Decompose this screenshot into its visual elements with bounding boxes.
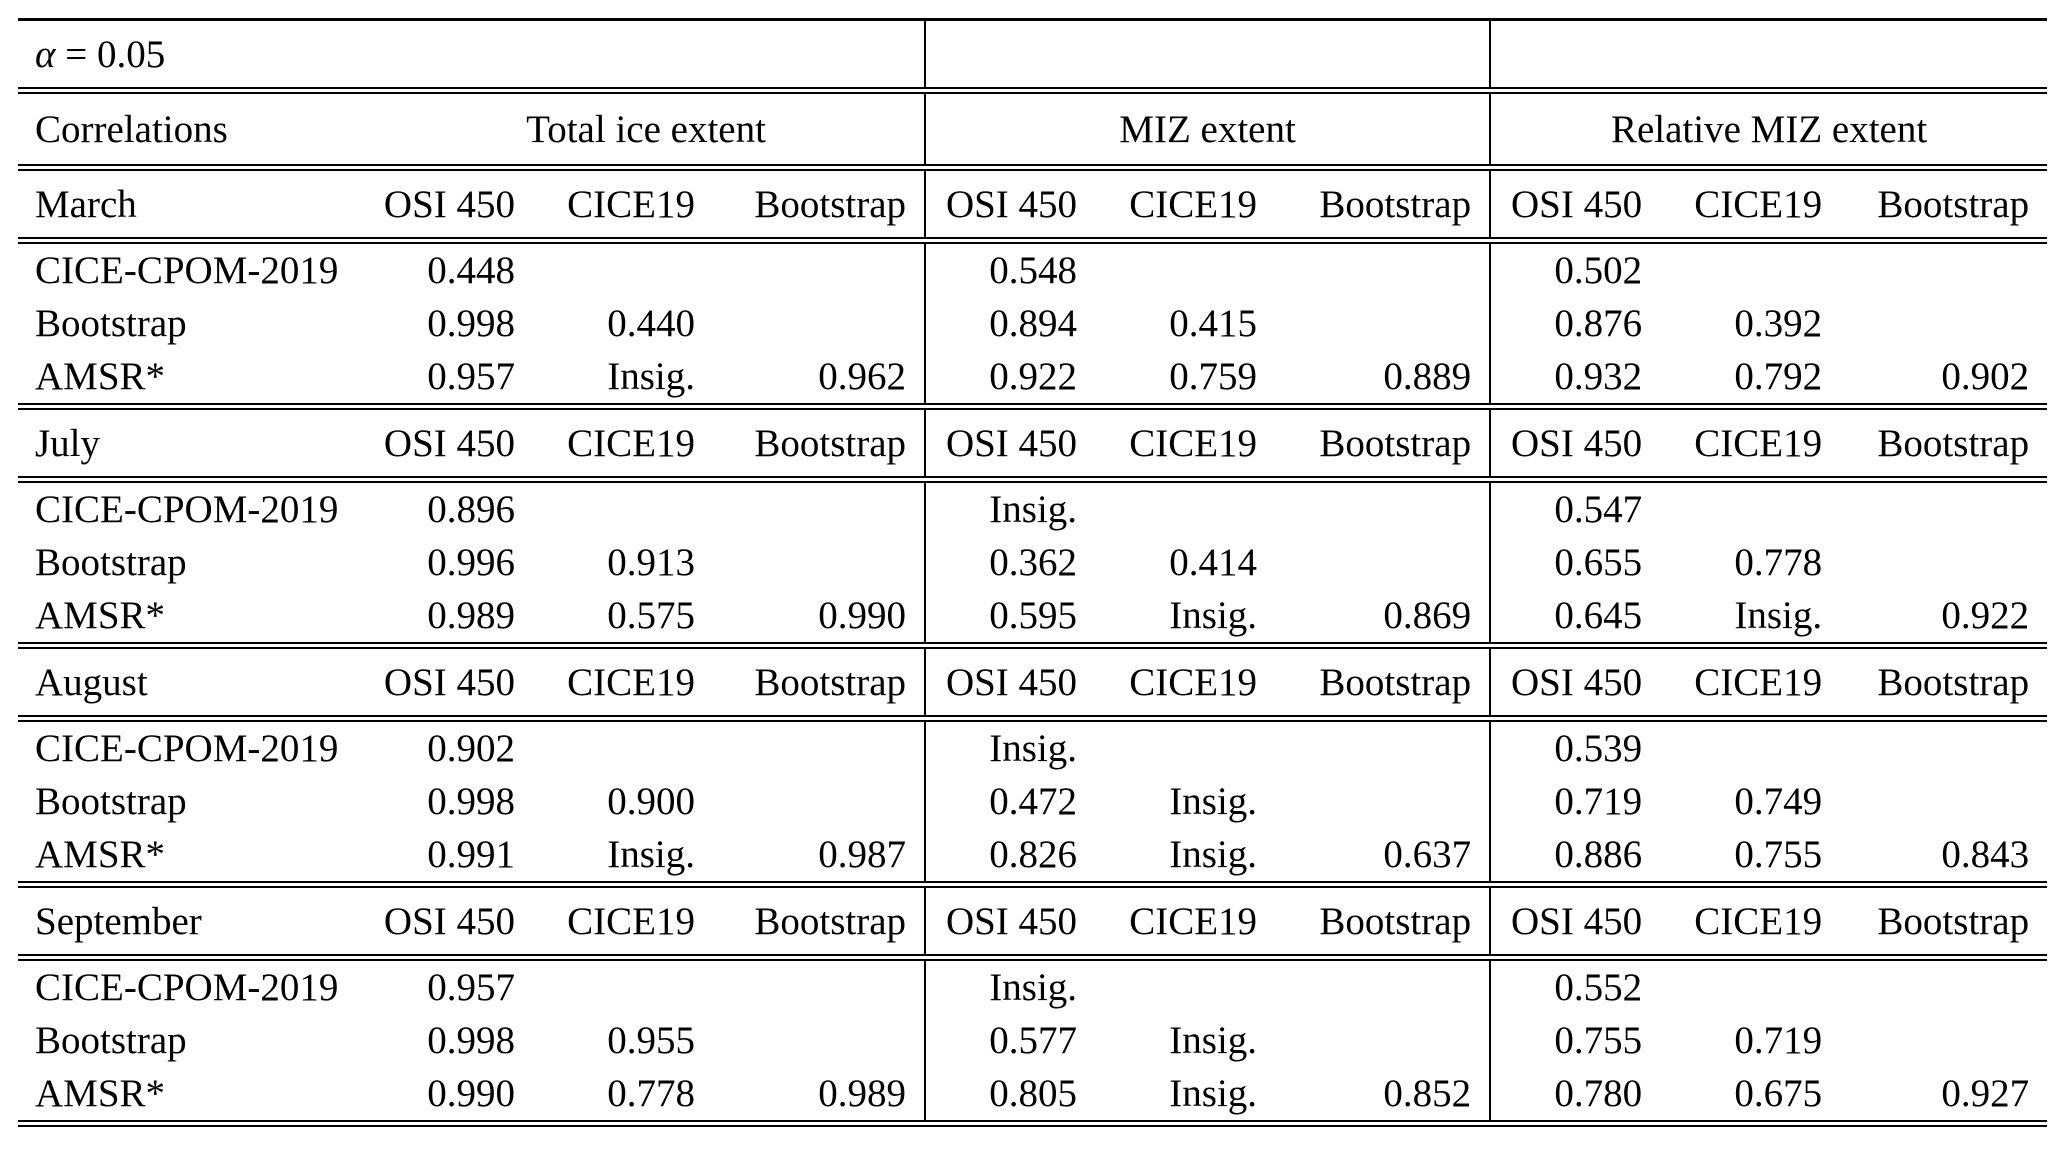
col-header: Bootstrap	[1840, 407, 2047, 480]
value-cell: 0.957	[368, 350, 533, 407]
col-header: OSI 450	[368, 646, 533, 719]
col-header: CICE19	[533, 646, 713, 719]
value-cell	[1275, 775, 1490, 828]
month-header-row-september	[18, 885, 2047, 958]
value-cell: Insig.	[925, 719, 1095, 776]
value-cell: 0.778	[533, 1067, 713, 1124]
value-cell	[1840, 719, 2047, 776]
value-cell: 0.922	[925, 350, 1095, 407]
row-label: CICE-CPOM-2019	[35, 249, 339, 292]
col-header: Bootstrap	[1275, 885, 1490, 958]
col-header: Bootstrap	[1840, 885, 2047, 958]
value-cell: 0.595	[925, 589, 1095, 646]
value-cell	[1275, 536, 1490, 589]
value-cell: 0.392	[1734, 302, 1823, 345]
value-cell	[1095, 241, 1275, 298]
row-label: AMSR*	[18, 350, 368, 407]
col-header: Bootstrap	[1275, 168, 1490, 241]
value-cell: 0.991	[368, 828, 533, 885]
value-cell: Insig.	[1095, 1067, 1275, 1124]
value-cell	[1095, 958, 1275, 1015]
value-cell: Insig.	[533, 350, 713, 407]
value-cell: 0.989	[368, 589, 533, 646]
col-header: CICE19	[1660, 407, 1840, 480]
month-header-row-august	[18, 646, 2047, 719]
month-header-row-march	[18, 168, 2047, 241]
value-cell: 0.996	[427, 541, 515, 584]
alpha-symbol: α	[35, 32, 56, 76]
col-header: Bootstrap	[1275, 407, 1490, 480]
data-row	[18, 480, 2047, 537]
col-header: Bootstrap	[1840, 168, 2047, 241]
col-header: OSI 450	[925, 646, 1095, 719]
col-header: OSI 450	[925, 168, 1095, 241]
row-label: AMSR*	[18, 828, 368, 885]
value-cell	[1660, 958, 1840, 1015]
data-row	[18, 350, 2047, 407]
data-row	[18, 719, 2047, 776]
month-label: August	[18, 646, 368, 719]
value-cell	[1840, 775, 2047, 828]
value-cell: 0.957	[427, 966, 515, 1009]
col-header: CICE19	[533, 407, 713, 480]
row-label: Bootstrap	[35, 541, 187, 584]
value-cell: 0.990	[713, 589, 925, 646]
value-cell	[1275, 719, 1490, 776]
value-cell: Insig.	[925, 958, 1095, 1015]
value-cell	[1660, 719, 1840, 776]
value-cell	[1840, 297, 2047, 350]
value-cell: 0.414	[1169, 541, 1258, 584]
value-cell	[713, 480, 925, 537]
data-row	[18, 958, 2047, 1015]
value-cell: 0.755	[1660, 828, 1840, 885]
value-cell	[1275, 297, 1490, 350]
value-cell: Insig.	[1169, 1019, 1258, 1062]
col-header: CICE19	[1095, 168, 1275, 241]
value-cell: 0.749	[1734, 780, 1823, 823]
value-cell	[1275, 480, 1490, 537]
value-cell: 0.922	[1840, 589, 2047, 646]
value-cell: 0.962	[713, 350, 925, 407]
value-cell	[713, 536, 925, 589]
value-cell: Insig.	[1095, 828, 1275, 885]
col-header: CICE19	[533, 885, 713, 958]
row-label: Bootstrap	[35, 302, 187, 345]
value-cell	[1275, 241, 1490, 298]
value-cell: 0.843	[1840, 828, 2047, 885]
col-header: CICE19	[533, 168, 713, 241]
value-cell	[533, 480, 713, 537]
value-cell	[713, 775, 925, 828]
row-label: Bootstrap	[35, 780, 187, 823]
value-cell	[1840, 480, 2047, 537]
value-cell: Insig.	[925, 480, 1095, 537]
value-cell: 0.876	[1490, 297, 1660, 350]
row-label: AMSR*	[18, 1067, 368, 1124]
month-label: March	[18, 168, 368, 241]
month-label: September	[18, 885, 368, 958]
data-row	[18, 1014, 2047, 1067]
row-label: AMSR*	[18, 589, 368, 646]
month-label: July	[18, 407, 368, 480]
data-row	[18, 828, 2047, 885]
value-cell	[1660, 241, 1840, 298]
value-cell: 0.472	[925, 775, 1095, 828]
value-cell: 0.989	[713, 1067, 925, 1124]
col-header: CICE19	[1095, 646, 1275, 719]
value-cell	[533, 958, 713, 1015]
row-label: CICE-CPOM-2019	[35, 488, 339, 531]
col-header: CICE19	[1095, 407, 1275, 480]
alpha-row	[18, 20, 2047, 91]
value-cell	[1840, 1014, 2047, 1067]
group-relative-miz-extent: Relative MIZ extent	[1490, 91, 2047, 168]
value-cell	[713, 297, 925, 350]
value-cell: 0.755	[1490, 1014, 1660, 1067]
group-miz-extent: MIZ extent	[925, 91, 1490, 168]
value-cell	[1275, 958, 1490, 1015]
value-cell	[1095, 719, 1275, 776]
value-cell: 0.889	[1275, 350, 1490, 407]
value-cell	[1840, 536, 2047, 589]
alpha-spacer-relative-miz	[1490, 20, 2047, 91]
value-cell: 0.869	[1275, 589, 1490, 646]
value-cell	[533, 241, 713, 298]
alpha-value: = 0.05	[55, 32, 166, 76]
data-row	[18, 536, 2047, 589]
value-cell: 0.902	[1840, 350, 2047, 407]
value-cell: 0.955	[607, 1019, 695, 1062]
value-cell: 0.852	[1275, 1067, 1490, 1124]
col-header: Bootstrap	[713, 407, 925, 480]
col-header: CICE19	[1660, 885, 1840, 958]
group-header-row	[18, 91, 2047, 168]
data-row	[18, 775, 2047, 828]
value-cell	[1840, 958, 2047, 1015]
row-label: CICE-CPOM-2019	[35, 966, 339, 1009]
value-cell: 0.448	[427, 249, 515, 292]
value-cell: 0.645	[1490, 589, 1660, 646]
value-cell: 0.932	[1490, 350, 1660, 407]
value-cell	[713, 1014, 925, 1067]
col-header: Bootstrap	[1840, 646, 2047, 719]
value-cell: 0.552	[1490, 958, 1660, 1015]
value-cell: 0.902	[427, 727, 515, 770]
value-cell: Insig.	[1660, 589, 1840, 646]
value-cell	[713, 958, 925, 1015]
value-cell	[713, 719, 925, 776]
value-cell: 0.362	[925, 536, 1095, 589]
data-row	[18, 297, 2047, 350]
group-total-ice-extent: Total ice extent	[368, 91, 925, 168]
value-cell: 0.778	[1734, 541, 1823, 584]
correlation-table	[18, 18, 2047, 1127]
value-cell	[1275, 1014, 1490, 1067]
value-cell	[713, 241, 925, 298]
col-header: OSI 450	[1490, 407, 1660, 480]
col-header: OSI 450	[368, 407, 533, 480]
value-cell: 0.548	[925, 241, 1095, 298]
value-cell: 0.415	[1169, 302, 1258, 345]
value-cell	[1660, 480, 1840, 537]
data-row	[18, 589, 2047, 646]
data-row	[18, 241, 2047, 298]
value-cell: 0.987	[713, 828, 925, 885]
month-header-row-july	[18, 407, 2047, 480]
correlations-label: Correlations	[18, 91, 368, 168]
col-header: Bootstrap	[713, 168, 925, 241]
value-cell	[1840, 241, 2047, 298]
value-cell: 0.998	[427, 1019, 515, 1062]
value-cell: Insig.	[1095, 589, 1275, 646]
value-cell	[1095, 480, 1275, 537]
col-header: CICE19	[1660, 646, 1840, 719]
value-cell: 0.998	[427, 780, 515, 823]
col-header: OSI 450	[368, 885, 533, 958]
value-cell: 0.575	[533, 589, 713, 646]
value-cell: 0.759	[1095, 350, 1275, 407]
value-cell: 0.440	[607, 302, 695, 345]
col-header: OSI 450	[1490, 885, 1660, 958]
value-cell: 0.913	[607, 541, 695, 584]
value-cell: 0.502	[1490, 241, 1660, 298]
value-cell: Insig.	[533, 828, 713, 885]
alpha-label	[18, 20, 925, 91]
value-cell: 0.896	[427, 488, 515, 531]
value-cell: 0.655	[1490, 536, 1660, 589]
value-cell: 0.547	[1490, 480, 1660, 537]
value-cell: 0.805	[925, 1067, 1095, 1124]
value-cell	[533, 719, 713, 776]
value-cell: 0.577	[925, 1014, 1095, 1067]
col-header: OSI 450	[368, 168, 533, 241]
value-cell: 0.792	[1660, 350, 1840, 407]
col-header: CICE19	[1660, 168, 1840, 241]
value-cell: 0.780	[1490, 1067, 1660, 1124]
data-row	[18, 1067, 2047, 1124]
value-cell: 0.894	[925, 297, 1095, 350]
value-cell: 0.990	[368, 1067, 533, 1124]
value-cell: 0.998	[427, 302, 515, 345]
col-header: Bootstrap	[713, 646, 925, 719]
row-label: CICE-CPOM-2019	[35, 727, 339, 770]
value-cell: 0.719	[1734, 1019, 1823, 1062]
col-header: CICE19	[1095, 885, 1275, 958]
col-header: OSI 450	[1490, 646, 1660, 719]
value-cell: Insig.	[1169, 780, 1258, 823]
col-header: Bootstrap	[1275, 646, 1490, 719]
row-label: Bootstrap	[35, 1019, 187, 1062]
value-cell: 0.826	[925, 828, 1095, 885]
value-cell: 0.637	[1275, 828, 1490, 885]
value-cell: 0.886	[1490, 828, 1660, 885]
value-cell: 0.900	[607, 780, 695, 823]
value-cell: 0.539	[1490, 719, 1660, 776]
value-cell: 0.675	[1660, 1067, 1840, 1124]
col-header: OSI 450	[925, 407, 1095, 480]
col-header: OSI 450	[925, 885, 1095, 958]
col-header: Bootstrap	[713, 885, 925, 958]
value-cell: 0.927	[1840, 1067, 2047, 1124]
value-cell: 0.719	[1490, 775, 1660, 828]
alpha-spacer-miz	[925, 20, 1490, 91]
col-header: OSI 450	[1490, 168, 1660, 241]
